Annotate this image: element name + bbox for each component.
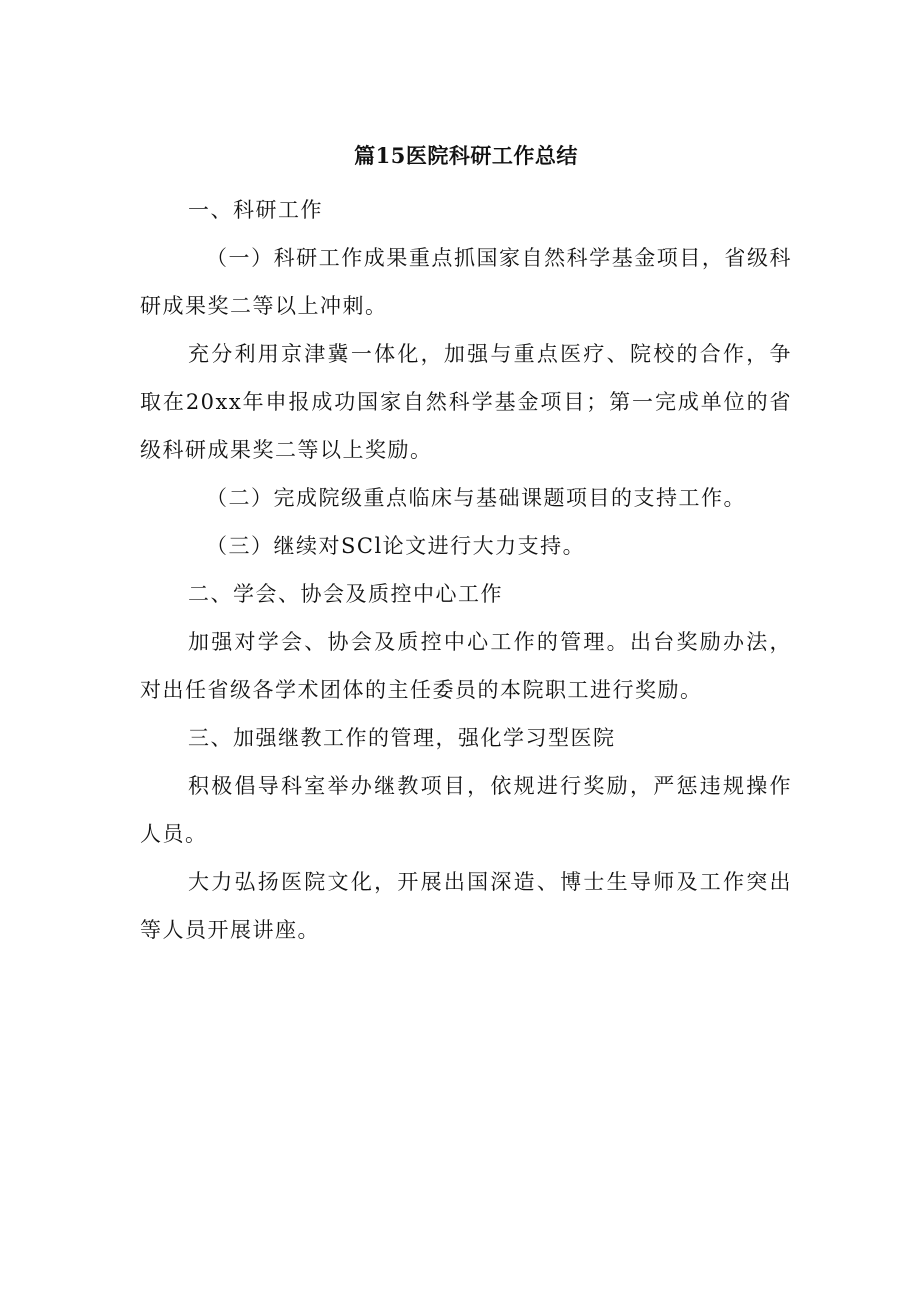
paragraph-research-results: （一）科研工作成果重点抓国家自然科学基金项目，省级科研成果奖二等以上冲刺。	[140, 246, 792, 318]
paragraph-clinical-projects: （二）完成院级重点临床与基础课题项目的支持工作。	[206, 486, 746, 510]
section-heading-research: 一、科研工作	[188, 198, 323, 222]
paragraph-sci-papers: （三）继续对SCl论文进行大力支持。	[206, 534, 586, 558]
paragraph-societies-management: 加强对学会、协会及质控中心工作的管理。出台奖励办法，对出任省级各学术团体的主任委员的本院职工进行奖励。	[140, 630, 792, 702]
paragraph-hospital-culture: 大力弘扬医院文化，开展出国深造、博士生导师及工作突出等人员开展讲座。	[140, 870, 792, 942]
paragraph-cooperation: 充分利用京津冀一体化，加强与重点医疗、院校的合作，争取在20xx年申报成功国家自然科学基金项目；第一完成单位的省级科研成果奖二等以上奖励。	[140, 342, 792, 462]
document-title: 篇15医院科研工作总结	[354, 143, 578, 168]
section-heading-continuing-education: 三、加强继教工作的管理，强化学习型医院	[188, 726, 616, 750]
paragraph-education-projects: 积极倡导科室举办继教项目，依规进行奖励，严惩违规操作人员。	[140, 774, 792, 846]
document-page	[140, 138, 792, 954]
section-heading-societies: 二、学会、协会及质控中心工作	[188, 582, 503, 606]
